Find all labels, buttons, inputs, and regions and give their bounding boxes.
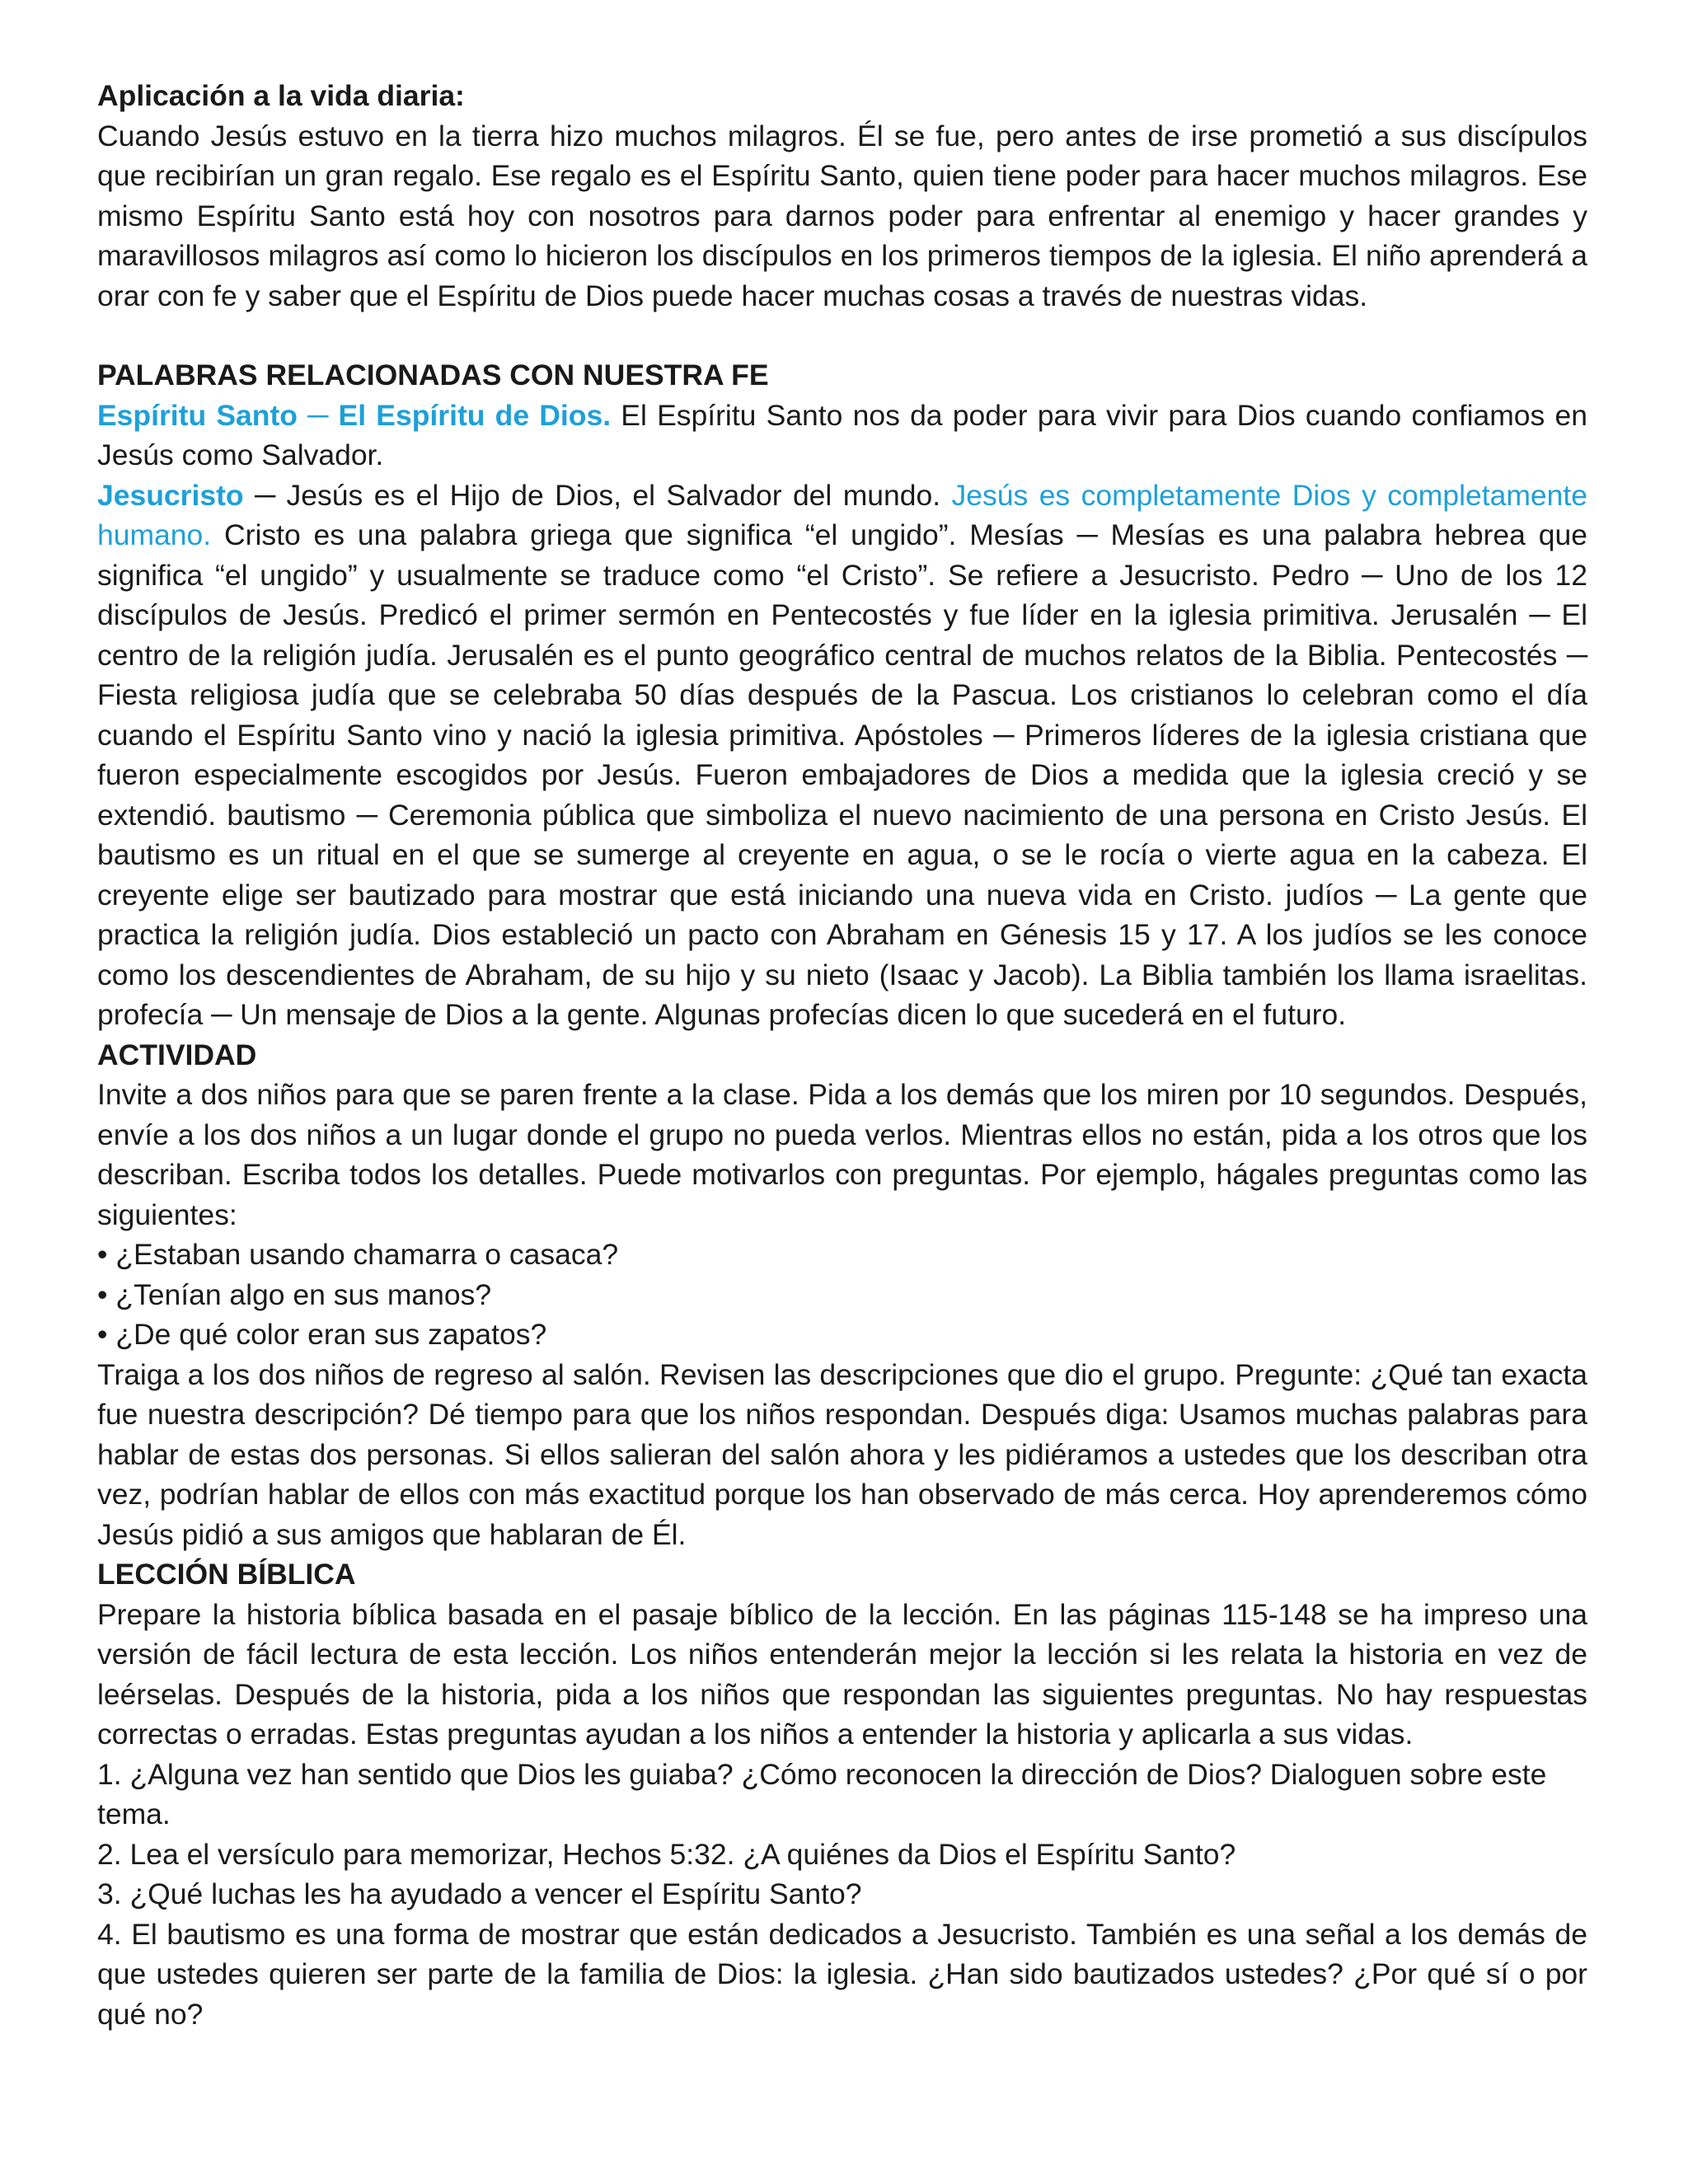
- espiritu-text: El Espíritu Santo nos da poder para vivir para Dios cuando confiamos en Jesús como Salvador.: [97, 398, 1587, 471]
- lesson-intro: Prepare la historia bíblica basada en el pasaje bíblico de la lección. En las páginas 115-148 se ha impreso una versión de fácil lectura de esta lección. Los niños entenderán mejor la lección si les relata la historia en vez de leérselas. Después de la historia, pida a los niños que respondan las siguientes preguntas. No hay respuestas correctas o erradas. Estas preguntas ayudan a los niños a entender la historia y aplicarla a sus vidas.: [97, 1597, 1587, 1750]
- jesucristo-highlight: Jesús es completamente Dios y completamente humano.: [97, 478, 1588, 551]
- application-heading: Aplicación a la vida diaria:: [97, 79, 465, 112]
- activity-intro: Invite a dos niños para que se paren frente a la clase. Pida a los demás que los miren por 10 segundos. Después, envíe a los dos niños a un lugar donde el grupo no pueda verlos. Mientras ellos no están, pida a los otros que los describan. Escriba todos los detalles. Puede motivarlos con preguntas. Por ejemplo, hágales preguntas como las siguientes:: [97, 1078, 1587, 1231]
- lesson-heading: LECCIÓN BÍBLICA: [97, 1558, 356, 1591]
- glossary-paragraph: [97, 476, 1587, 1035]
- espiritu-term: Espíritu Santo ─ El Espíritu de Dios.: [97, 398, 612, 432]
- lesson-question: 4. El bautismo es una forma de mostrar que están dedicados a Jesucristo. También es una señal a los demás de que ustedes quieren ser parte de la familia de Dios: la iglesia. ¿Han sido bautizados ustedes? ¿Por qué sí o por qué no?: [97, 1917, 1587, 2031]
- words-heading: PALABRAS RELACIONADAS CON NUESTRA FE: [97, 359, 769, 391]
- glossary-rest: Cristo es una palabra griega que significa “el ungido”. Mesías ─ Mesías es una palabra hebrea que significa “el ungido” y usualmente se traduce como “el Cristo”. Se refiere a Jesucristo. Pedro ─ Uno de los 12 discípulos de Jesús. Predicó el primer sermón en Pentecostés y fue líder en la iglesia primitiva. Jerusalén ─ El centro de la religión judía. Jerusalén es el punto geográfico central de muchos relatos de la Biblia. Pentecostés ─ Fiesta religiosa judía que se celebraba 50 días después de la Pascua. Los cristianos lo celebran como el día cuando el Espíritu Santo vino y nació la iglesia primitiva. Apóstoles ─ Primeros líderes de la iglesia cristiana que fueron especialmente escogidos por Jesús. Fueron embajadores de Dios a medida que la iglesia creció y se extendió. bautismo ─ Ceremonia pública que simboliza el nuevo nacimiento de una persona en Cristo Jesús. El bautismo es un ritual en el que se sumerge al creyente en agua, o se le rocía o vierte agua en la cabeza. El creyente elige ser bautizado para mostrar que está iniciando una nueva vida en Cristo. judíos ─ La gente que practica la religión judía. Dios estableció un pacto con Abraham en Génesis 15 y 17. A los judíos se les conoce como los descendientes de Abraham, de su hijo y su nieto (Isaac y Jacob). La Biblia también los llama israelitas. profecía ─ Un mensaje de Dios a la gente. Algunas profecías dicen lo que sucederá en el futuro.: [97, 518, 1587, 1031]
- activity-closing: Traiga a los dos niños de regreso al salón. Revisen las descripciones que dio el grupo. Pregunte: ¿Qué tan exacta fue nuestra descripción? Dé tiempo para que los niños respondan. Después diga: Usamos muchas palabras para hablar de estas dos personas. Si ellos salieran del salón ahora y les pidiéramos a ustedes que los describan otra vez, podrían hablar de ellos con más exactitud porque los han observado de más cerca. Hoy aprenderemos cómo Jesús pidió a sus amigos que hablaran de Él.: [97, 1357, 1587, 1551]
- application-paragraph: Cuando Jesús estuvo en la tierra hizo muchos milagros. Él se fue, pero antes de irse prometió a sus discípulos que recibirían un gran regalo. Ese regalo es el Espíritu Santo, quien tiene poder para hacer muchos milagros. Ese mismo Espíritu Santo está hoy con nosotros para darnos poder para enfrentar al enemigo y hacer grandes y maravillosos milagros así como lo hicieron los discípulos en los primeros tiempos de la iglesia. El niño aprenderá a orar con fe y saber que el Espíritu de Dios puede hacer muchas cosas a través de nuestras vidas.: [97, 119, 1587, 312]
- lesson-question: 3. ¿Qué luchas les ha ayudado a vencer el Espíritu Santo?: [97, 1877, 862, 1910]
- activity-bullet: • ¿Estaban usando chamarra o casaca?: [97, 1238, 619, 1271]
- activity-bullet: • ¿De qué color eran sus zapatos?: [97, 1318, 547, 1351]
- lesson-question: 2. Lea el versículo para memorizar, Hechos 5:32. ¿A quiénes da Dios el Espíritu Santo?: [97, 1837, 1236, 1871]
- activity-bullet: • ¿Tenían algo en sus manos?: [97, 1277, 492, 1311]
- jesucristo-term: Jesucristo: [97, 478, 244, 512]
- lesson-question: 1. ¿Alguna vez han sentido que Dios les guiaba? ¿Cómo reconocen la dirección de Dios? Dialoguen sobre este tema.: [97, 1757, 1547, 1830]
- activity-heading: ACTIVIDAD: [97, 1038, 257, 1071]
- section-spacer: [97, 316, 1587, 355]
- espiritu-definition: [97, 396, 1587, 476]
- jesucristo-text: ─ Jesús es el Hijo de Dios, el Salvador del mundo.: [243, 478, 952, 512]
- document-page: [97, 76, 1587, 2034]
